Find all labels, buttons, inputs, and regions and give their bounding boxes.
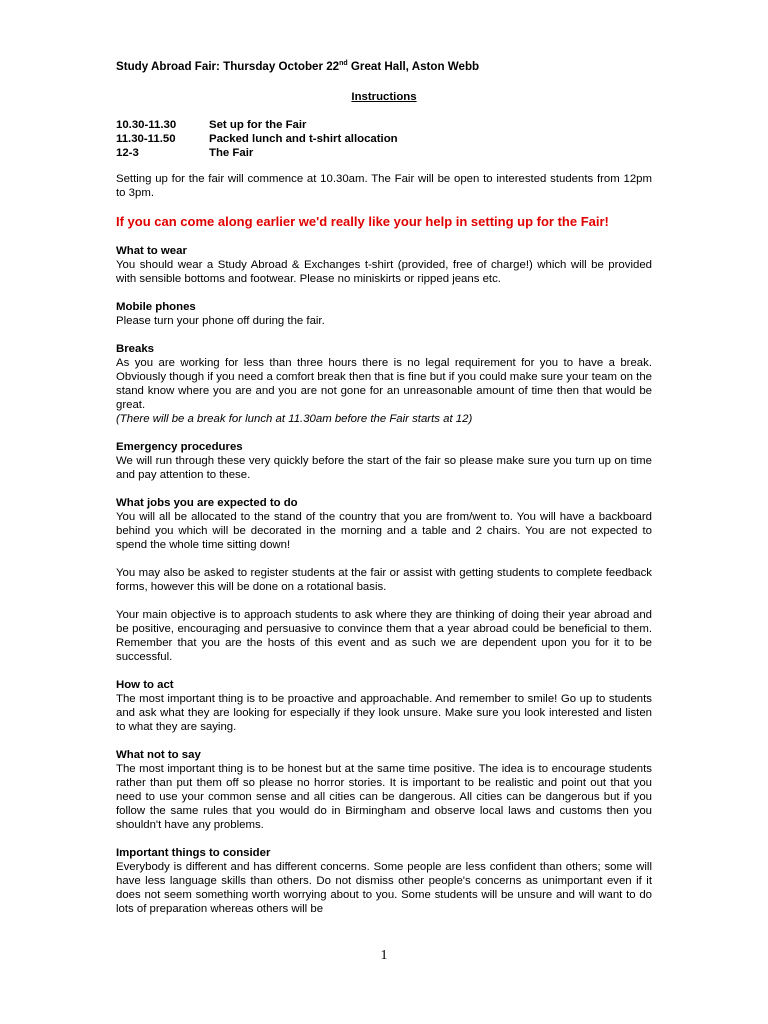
section-how-to-act: [116, 678, 652, 734]
section-what-not-to-say: [116, 748, 652, 832]
section-note: (There will be a break for lunch at 11.30am before the Fair starts at 12): [116, 413, 473, 425]
schedule-time: 11.30-11.50: [116, 133, 176, 145]
section-heading: How to act: [116, 679, 174, 691]
section-paragraph: You should wear a Study Abroad & Exchanges t-shirt (provided, free of charge!) which will be provided with sensible bottoms and footwear. Please no miniskirts or ripped jeans etc.: [116, 259, 652, 285]
section-paragraph: The most important thing is to be honest but at the same time positive. The idea is to encourage students rather than put them off so please no horror stories. It is important to be realistic and point out that you need to use your common sense and all cities can be dangerous. All cities can be dangerous but if you follow the same rules that you would do in Birmingham and observe local laws and customs then you shouldn't have any problems.: [116, 763, 652, 831]
schedule-activity: The Fair: [209, 147, 254, 159]
document-title: [116, 60, 652, 74]
section-what-to-wear: [116, 244, 652, 286]
section-things-to-consider: [116, 846, 652, 916]
section-heading: What jobs you are expected to do: [116, 497, 298, 509]
instructions-heading: Instructions: [351, 91, 417, 103]
section-paragraph: You may also be asked to register students at the fair or assist with getting students to complete feedback forms, however this will be done on a rotational basis.: [116, 567, 652, 593]
section-paragraph: As you are working for less than three hours there is no legal requirement for you to have a break. Obviously though if you need a comfort break then that is fine but if you could make sure your team on the stand know where you are and you are not gone for an unreasonable amount of time then that would be great.: [116, 357, 652, 411]
schedule: [116, 118, 652, 160]
schedule-time: 10.30-11.30: [116, 119, 177, 131]
section-expected-jobs: [116, 496, 652, 664]
section-heading: Emergency procedures: [116, 441, 243, 453]
schedule-row: [116, 118, 652, 132]
schedule-activity: Packed lunch and t-shirt allocation: [209, 133, 398, 145]
section-breaks: [116, 342, 652, 426]
schedule-time: 12-3: [116, 147, 139, 159]
section-heading: Important things to consider: [116, 847, 271, 859]
intro-paragraph: Setting up for the fair will commence at 10.30am. The Fair will be open to interested students from 12pm to 3pm.: [116, 173, 652, 199]
title-superscript: nd: [339, 60, 348, 68]
section-paragraph: You will all be allocated to the stand of the country that you are from/went to. You will have a backboard behind you which will be decorated in the morning and a table and 2 chairs. You are not expected to spend the whole time sitting down!: [116, 511, 652, 551]
section-heading: What to wear: [116, 245, 187, 257]
section-heading: Breaks: [116, 343, 154, 355]
title-text: Study Abroad Fair: Thursday October 22: [116, 60, 340, 73]
document-body: [116, 60, 652, 916]
schedule-row: [116, 146, 652, 160]
highlight-notice: If you can come along earlier we'd really like your help in setting up for the Fair!: [116, 214, 609, 229]
schedule-activity: Set up for the Fair: [209, 119, 307, 131]
section-paragraph: Your main objective is to approach students to ask where they are thinking of doing their year abroad and be positive, encouraging and persuasive to convince them that a year abroad could be beneficial to them. Remember that you are the hosts of this event and as such we are dependent upon you for it to be successful.: [116, 609, 652, 663]
section-paragraph: The most important thing is to be proactive and approachable. And remember to smile! Go up to students and ask what they are looking for especially if they look unsure. Make sure you look interested and listen to what they are saying.: [116, 693, 652, 733]
page-number: 1: [380, 948, 388, 963]
section-heading: Mobile phones: [116, 301, 196, 313]
section-paragraph: Please turn your phone off during the fair.: [116, 315, 325, 327]
section-heading: What not to say: [116, 749, 201, 761]
section-paragraph: Everybody is different and has different concerns. Some people are less confident than others; some will have less language skills than others. Do not dismiss other people's concerns as unimportant even if it does not seem something worth worrying about to you. Some students will be unsure and will want to do lots of preparation whereas others will be: [116, 861, 652, 915]
schedule-row: [116, 132, 652, 146]
section-paragraph: We will run through these very quickly before the start of the fair so please make sure you turn up on time and pay attention to these.: [116, 455, 652, 481]
section-emergency-procedures: [116, 440, 652, 482]
title-location: Great Hall, Aston Webb: [347, 60, 480, 73]
section-mobile-phones: [116, 300, 652, 328]
